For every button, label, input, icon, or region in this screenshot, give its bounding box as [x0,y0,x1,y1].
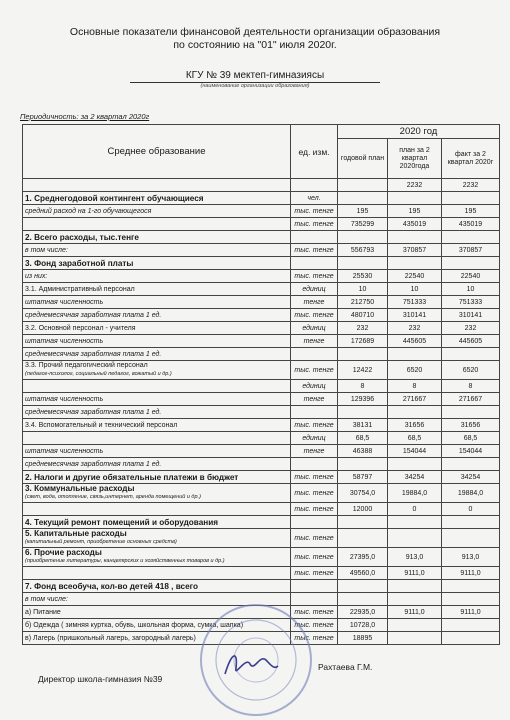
row-label: среднемесячная заработная плата 1 ед. [23,406,291,419]
row-value-v2: 0 [388,503,442,516]
row-unit [291,580,338,593]
director-label: Директор школа-гимназия №39 [38,674,163,684]
row-label [23,361,291,380]
row-unit: единиц [291,283,338,296]
row-unit: тыс. тенге [291,244,338,257]
row-value-v3 [442,257,500,270]
table-row [23,322,500,335]
table-row [23,484,500,503]
row-value-v3: 195 [442,205,500,218]
row-label: б) Одежда ( зимняя куртка, обувь, школьная форма, сумка, шапка) [23,619,291,632]
row-value-v1: 172689 [338,335,388,348]
row-unit: тыс. тенге [291,484,338,503]
row-label-sub: (педагог-психолог, социальный педагог, вожатый и др.) [25,371,172,377]
row-value-v2: 9111,0 [388,606,442,619]
row-unit [291,179,338,192]
row-label [23,567,291,580]
row-unit [291,516,338,529]
row-value-v3: 31656 [442,419,500,432]
row-label: в том числе: [23,593,291,606]
table-row [23,205,500,218]
row-value-v3: 8 [442,380,500,393]
row-value-v3: 22540 [442,270,500,283]
row-value-v3: 34254 [442,471,500,484]
table-row [23,393,500,406]
row-value-v3 [442,516,500,529]
row-value-v1: 12000 [338,503,388,516]
row-value-v3: 9111,0 [442,606,500,619]
row-value-v3 [442,619,500,632]
header-plan-quarter: план за 2 квартал 2020года [388,139,442,179]
row-label: среднемесячная заработная плата 1 ед. [23,458,291,471]
row-unit: тыс. тенге [291,567,338,580]
row-unit [291,348,338,361]
row-value-v3 [442,529,500,548]
row-label [23,179,291,192]
row-value-v1: 232 [338,322,388,335]
row-unit: тыс. тенге [291,619,338,632]
row-value-v2 [388,619,442,632]
signature [220,646,280,682]
row-value-v1: 212750 [338,296,388,309]
table-row [23,529,500,548]
row-value-v2: 22540 [388,270,442,283]
row-value-v3 [442,580,500,593]
row-value-v1 [338,516,388,529]
row-label: 3. Фонд заработной платы [23,257,291,270]
row-value-v1: 25530 [338,270,388,283]
row-value-v3 [442,632,500,645]
table-header-row-1 [23,125,500,139]
table-row [23,567,500,580]
row-label-sub: (свет, вода, отопление, связь,интернет, аренда помещений и др.) [25,494,201,500]
row-value-v1 [338,593,388,606]
row-value-v3 [442,348,500,361]
table-row [23,218,500,231]
row-unit: тыс. тенге [291,270,338,283]
row-unit: единиц [291,322,338,335]
row-value-v3: 435019 [442,218,500,231]
row-value-v1: 58797 [338,471,388,484]
row-value-v1: 27395,0 [338,548,388,567]
row-value-v2: 435019 [388,218,442,231]
row-value-v1: 195 [338,205,388,218]
organization-name: КГУ № 39 мектеп-гимназиясы [130,70,380,83]
title-line-1: Основные показатели финансовой деятельности организации образования [69,26,441,38]
header-year-cell: 2020 год [338,125,500,139]
row-label [23,484,291,503]
row-value-v3: 9111,0 [442,567,500,580]
row-label: 2. Налоги и другие обязательные платежи в бюджет [23,471,291,484]
table-row [23,419,500,432]
row-label: 3.4. Вспомогательный и технический персонал [23,419,291,432]
table-row [23,270,500,283]
table-row [23,471,500,484]
row-value-v1 [338,406,388,419]
row-unit: тыс. тенге [291,218,338,231]
table-row [23,309,500,322]
table-row [23,244,500,257]
row-value-v1 [338,179,388,192]
row-label [23,432,291,445]
row-unit: тыс. тенге [291,548,338,567]
row-unit: тыс. тенге [291,503,338,516]
row-value-v2: 310141 [388,309,442,322]
row-value-v2 [388,458,442,471]
row-value-v3 [442,406,500,419]
row-label: 4. Текущий ремонт помещений и оборудования [23,516,291,529]
row-unit [291,231,338,244]
table-row [23,257,500,270]
row-value-v3: 913,0 [442,548,500,567]
row-unit [291,257,338,270]
row-value-v2: 10 [388,283,442,296]
table-row [23,580,500,593]
table-row [23,380,500,393]
row-value-v1 [338,529,388,548]
row-unit: тенге [291,393,338,406]
row-value-v3: 10 [442,283,500,296]
row-value-v3: 310141 [442,309,500,322]
table-row [23,179,500,192]
row-value-v3 [442,458,500,471]
row-value-v2: 9111,0 [388,567,442,580]
row-unit: тенге [291,296,338,309]
table-row [23,406,500,419]
row-value-v2: 271667 [388,393,442,406]
row-label: а) Питание [23,606,291,619]
table-row [23,231,500,244]
table-row [23,548,500,567]
row-value-v3: 751333 [442,296,500,309]
row-value-v1: 12422 [338,361,388,380]
row-value-v1 [338,458,388,471]
row-unit [291,458,338,471]
row-value-v2 [388,632,442,645]
row-value-v1 [338,192,388,205]
row-label [23,218,291,231]
row-value-v1 [338,257,388,270]
row-label-main: 3.3. Прочий педагогический персонал [25,362,148,369]
row-value-v2: 6520 [388,361,442,380]
row-label: штатная численность [23,445,291,458]
table-row [23,192,500,205]
row-value-v2: 445605 [388,335,442,348]
row-value-v2: 154044 [388,445,442,458]
row-label: 3.2. Основной персонал - учителя [23,322,291,335]
row-label: среднемесячная заработная плата 1 ед. [23,309,291,322]
row-value-v2: 195 [388,205,442,218]
table-row [23,283,500,296]
table-row [23,361,500,380]
row-label [23,529,291,548]
row-value-v2 [388,192,442,205]
row-value-v1 [338,580,388,593]
row-value-v1: 10 [338,283,388,296]
organization-caption: (наименование организации образования) [200,83,310,89]
row-label: 3.1. Административный персонал [23,283,291,296]
row-value-v3: 445605 [442,335,500,348]
row-label: 1. Среднегодовой контингент обучающиеся [23,192,291,205]
row-label: 2. Всего расходы, тыс.тенге [23,231,291,244]
row-value-v3: 271667 [442,393,500,406]
row-value-v1: 556793 [338,244,388,257]
row-value-v2: 370857 [388,244,442,257]
row-value-v1: 18895 [338,632,388,645]
row-value-v1 [338,231,388,244]
row-value-v1: 38131 [338,419,388,432]
row-label-main: 5. Капитальные расходы [25,529,127,538]
row-value-v3: 154044 [442,445,500,458]
row-label: штатная численность [23,296,291,309]
table-row [23,458,500,471]
header-unit-cell: ед. изм. [291,125,338,179]
header-plan-year: годовой план [338,139,388,179]
row-unit [291,406,338,419]
row-value-v1: 22935,0 [338,606,388,619]
row-value-v2: 31656 [388,419,442,432]
table-row [23,432,500,445]
row-label: в) Лагерь (пришкольный лагерь, загородный лагерь) [23,632,291,645]
row-value-v1 [338,348,388,361]
row-value-v2: 2232 [388,179,442,192]
row-value-v3: 19884,0 [442,484,500,503]
table-row [23,503,500,516]
row-value-v1: 68,5 [338,432,388,445]
row-label: штатная численность [23,335,291,348]
row-unit: единиц [291,380,338,393]
row-label: в том числе: [23,244,291,257]
row-label-sub: (капитальный ремонт, приобретение основных средств) [25,539,177,545]
row-value-v1: 735299 [338,218,388,231]
row-unit: единиц [291,432,338,445]
row-value-v1: 46388 [338,445,388,458]
row-label-main: 3. Коммунальные расходы [25,484,135,493]
row-value-v2: 19884,0 [388,484,442,503]
row-value-v2: 751333 [388,296,442,309]
row-value-v3 [442,192,500,205]
row-value-v3: 6520 [442,361,500,380]
row-value-v2 [388,257,442,270]
row-label: штатная численность [23,393,291,406]
row-value-v2 [388,593,442,606]
row-label [23,503,291,516]
row-value-v2 [388,580,442,593]
row-value-v3 [442,593,500,606]
row-value-v2 [388,529,442,548]
row-value-v1: 8 [338,380,388,393]
row-value-v2 [388,231,442,244]
row-value-v2 [388,406,442,419]
header-title-cell: Среднее образование [23,125,291,179]
row-value-v1: 10728,0 [338,619,388,632]
row-label: 7. Фонд всеобуча, кол-во детей 418 , всего [23,580,291,593]
row-label: среднемесячная заработная плата 1 ед. [23,348,291,361]
row-value-v3: 68,5 [442,432,500,445]
row-label: из них: [23,270,291,283]
row-value-v1: 49560,0 [338,567,388,580]
row-unit: тыс. тенге [291,529,338,548]
director-name: Рахтаева Г.М. [318,662,373,672]
table-row [23,516,500,529]
row-label [23,548,291,567]
row-label-main: 6. Прочие расходы [25,548,102,557]
row-label-sub: (приобретение литературы, канцелярских и хозяйственных товаров и др.) [25,558,225,564]
title-line-2: по состоянию на "01" июля 2020г. [173,39,337,51]
row-value-v2: 8 [388,380,442,393]
row-unit: тыс. тенге [291,205,338,218]
row-unit: чел. [291,192,338,205]
table-row [23,348,500,361]
header-fact-quarter: факт за 2 квартал 2020г [442,139,500,179]
row-unit: тыс. тенге [291,361,338,380]
row-unit: тыс. тенге [291,309,338,322]
row-value-v3: 232 [442,322,500,335]
row-unit: тыс. тенге [291,471,338,484]
row-label [23,380,291,393]
row-value-v2 [388,348,442,361]
row-unit: тенге [291,335,338,348]
row-value-v1: 30754,0 [338,484,388,503]
row-value-v2: 232 [388,322,442,335]
table-row [23,445,500,458]
row-unit: тыс. тенге [291,632,338,645]
row-unit: тенге [291,445,338,458]
row-value-v2: 34254 [388,471,442,484]
row-value-v3: 370857 [442,244,500,257]
row-unit: тыс. тенге [291,606,338,619]
table-row [23,335,500,348]
row-value-v3: 2232 [442,179,500,192]
financial-table [22,124,500,645]
periodicity: Периодичность: за 2 квартал 2020г [20,112,150,121]
row-value-v2: 913,0 [388,548,442,567]
row-unit: тыс. тенге [291,419,338,432]
table-row [23,296,500,309]
row-value-v1: 480710 [338,309,388,322]
row-label: средний расход на 1-го обучающегося [23,205,291,218]
row-value-v3 [442,231,500,244]
row-value-v3: 0 [442,503,500,516]
row-value-v2: 68,5 [388,432,442,445]
document-title [60,26,450,52]
row-value-v2 [388,516,442,529]
row-value-v1: 129396 [338,393,388,406]
